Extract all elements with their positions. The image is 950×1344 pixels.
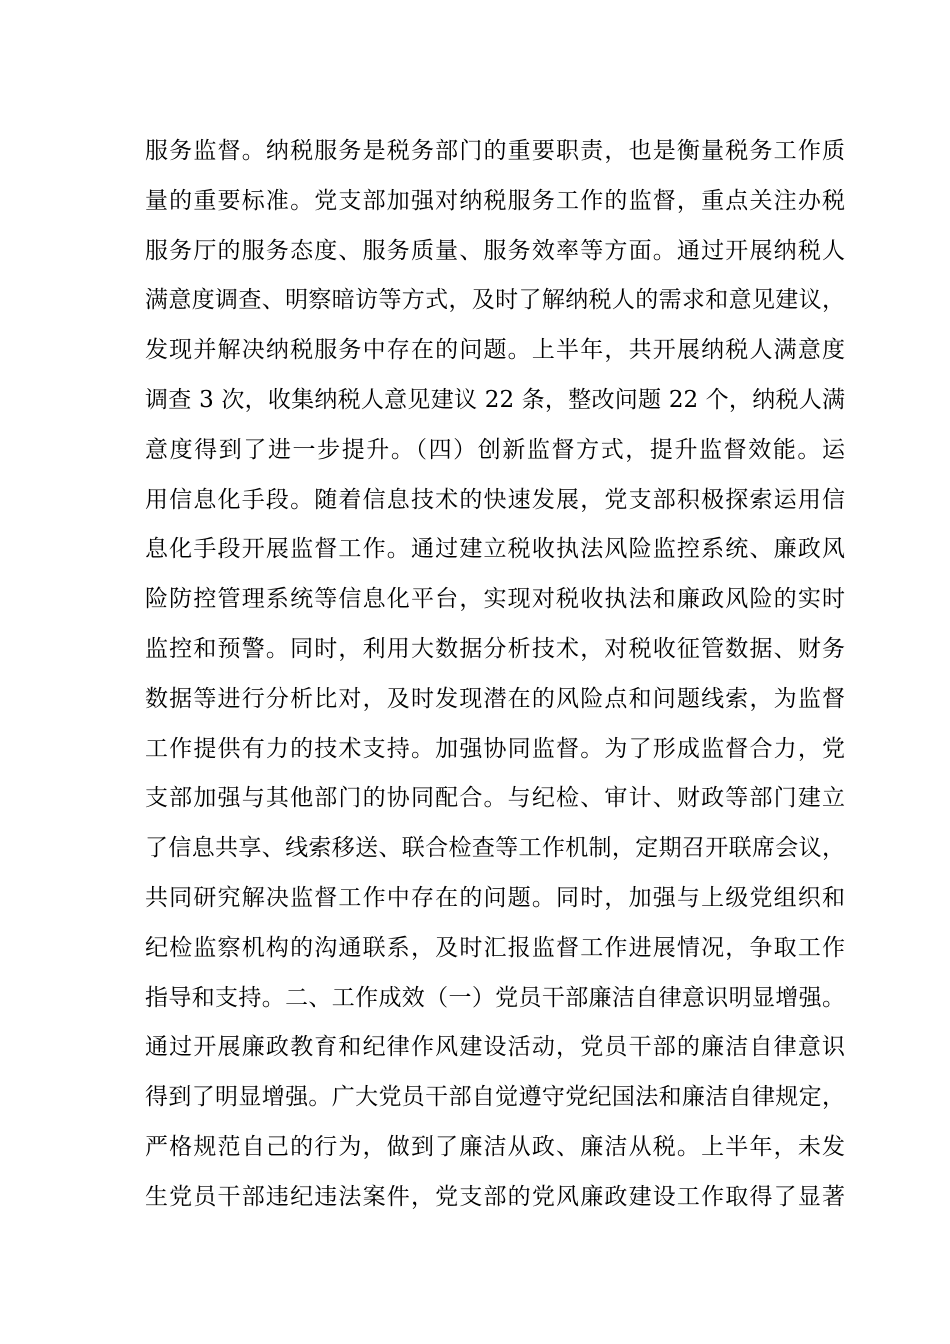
text-line: 共同研究解决监督工作中存在的问题。同时，加强与上级党组织和 (145, 884, 845, 911)
text-line: 了信息共享、线索移送、联合检查等工作机制，定期召开联席会议， (145, 835, 845, 862)
text-line: 工作提供有力的技术支持。加强协同监督。为了形成监督合力，党 (145, 735, 845, 762)
text-line: 满意度调查、明察暗访等方式，及时了解纳税人的需求和意见建议， (145, 287, 845, 314)
text-line: 严格规范自己的行为，做到了廉洁从政、廉洁从税。上半年，未发 (145, 1133, 845, 1160)
text-line: 发现并解决纳税服务中存在的问题。上半年，共开展纳税人满意度 (145, 337, 845, 364)
text-line: 服务监督。纳税服务是税务部门的重要职责，也是衡量税务工作质 (145, 138, 845, 164)
text-line: 通过开展廉政教育和纪律作风建设活动，党员干部的廉洁自律意识 (145, 1034, 845, 1061)
text-line: 意度得到了进一步提升。（四）创新监督方式，提升监督效能。运 (145, 436, 845, 463)
text-line: 数据等进行分析比对，及时发现潜在的风险点和问题线索，为监督 (145, 685, 845, 712)
text-line: 服务厅的服务态度、服务质量、服务效率等方面。通过开展纳税人 (145, 237, 845, 264)
text-line: 量的重要标准。党支部加强对纳税服务工作的监督，重点关注办税 (145, 187, 845, 214)
text-line: 息化手段开展监督工作。通过建立税收执法风险监控系统、廉政风 (145, 536, 845, 563)
text-line: 监控和预警。同时，利用大数据分析技术，对税收征管数据、财务 (145, 635, 845, 662)
text-line: 险防控管理系统等信息化平台，实现对税收执法和廉政风险的实时 (145, 586, 845, 613)
text-line: 支部加强与其他部门的协同配合。与纪检、审计、财政等部门建立 (145, 785, 845, 812)
body-text (145, 127, 845, 1223)
text-line: 指导和支持。二、工作成效（一）党员干部廉洁自律意识明显增强。 (145, 984, 845, 1011)
text-line: 生党员干部违纪违法案件，党支部的党风廉政建设工作取得了显著 (145, 1183, 845, 1210)
text-line: 用信息化手段。随着信息技术的快速发展，党支部积极探索运用信 (145, 486, 845, 513)
text-line: 得到了明显增强。广大党员干部自觉遵守党纪国法和廉洁自律规定， (145, 1084, 845, 1111)
text-line: 调查 3 次，收集纳税人意见建议 22 条，整改问题 22 个，纳税人满 (145, 386, 845, 413)
text-line: 纪检监察机构的沟通联系，及时汇报监督工作进展情况，争取工作 (145, 934, 845, 961)
